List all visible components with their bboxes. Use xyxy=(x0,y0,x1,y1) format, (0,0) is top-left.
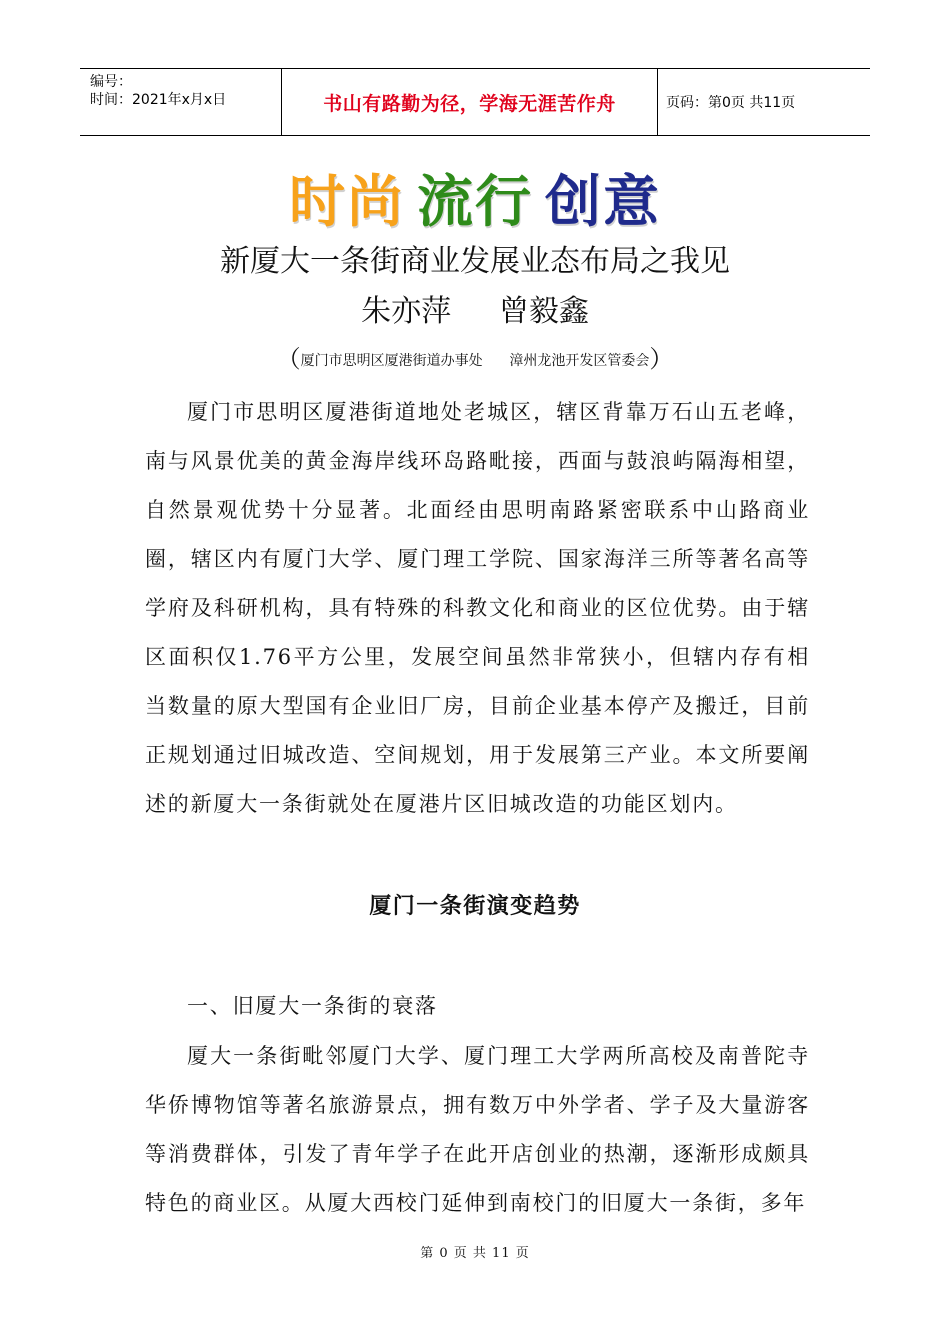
affiliation-text: 厦门市思明区厦港街道办事处 漳州龙池开发区管委会 xyxy=(300,353,650,369)
intro-paragraph: 厦门市思明区厦港街道地处老城区，辖区背靠万石山五老峰，南与风景优美的黄金海岸线环岛路毗接，西面与鼓浪屿隔海相望，自然景观优势十分显著。北面经由思明南路紧密联系中山路商业圈，辖区内有厦门大学、厦门理工学院、国家海洋三所等著名高等学府及科研机构，具有特殊的科教文化和商业的区位优势。由于辖区面积仅1.76平方公里，发展空间虽然非常狭小，但辖内存有相当数量的原大型国有企业旧厂房，目前企业基本停产及搬迁，目前正规划通过旧城改造、空间规划，用于发展第三产业。本文所要阐述的新厦大一条街就处在厦港片区旧城改造的功能区划内。 xyxy=(145,400,810,816)
authors: 朱亦萍 曾毅鑫 xyxy=(361,294,589,329)
header-page-info: 页码：第0页 共11页 xyxy=(666,95,796,111)
header-table xyxy=(80,68,870,136)
affiliation-open-paren: （ xyxy=(276,345,301,373)
affiliation xyxy=(0,344,950,376)
page-footer: 第 0 页 共 11 页 xyxy=(420,1246,530,1261)
sub-heading: 一、旧厦大一条街的衰落 xyxy=(187,994,438,1018)
header-meta-cell xyxy=(80,69,282,135)
subtitle: 新厦大一条街商业发展业态布局之我见 xyxy=(220,244,730,279)
title-word-creative: 创意 xyxy=(545,170,661,235)
time-label: 时间：2021年x月x日 xyxy=(90,92,227,108)
body-paragraph: 厦大一条街毗邻厦门大学、厦门理工大学两所高校及南普陀寺华侨博物馆等著名旅游景点，拥有数万中外学者、学子及大量游客等消费群体，引发了青年学子在此开店创业的热潮，逐渐形成颇具特色的商业区。从厦大西校门延伸到南校门的旧厦大一条街，多年 xyxy=(145,1044,810,1215)
title-word-trend: 流行 xyxy=(417,170,533,235)
header-motto: 书山有路勤为径，学海无涯苦作舟 xyxy=(282,69,658,135)
number-label: 编号： xyxy=(90,74,132,90)
page-title xyxy=(0,168,950,238)
affiliation-close-paren: ） xyxy=(649,345,674,373)
title-word-fashion: 时尚 xyxy=(289,170,405,235)
section-heading: 厦门一条街演变趋势 xyxy=(369,893,581,919)
